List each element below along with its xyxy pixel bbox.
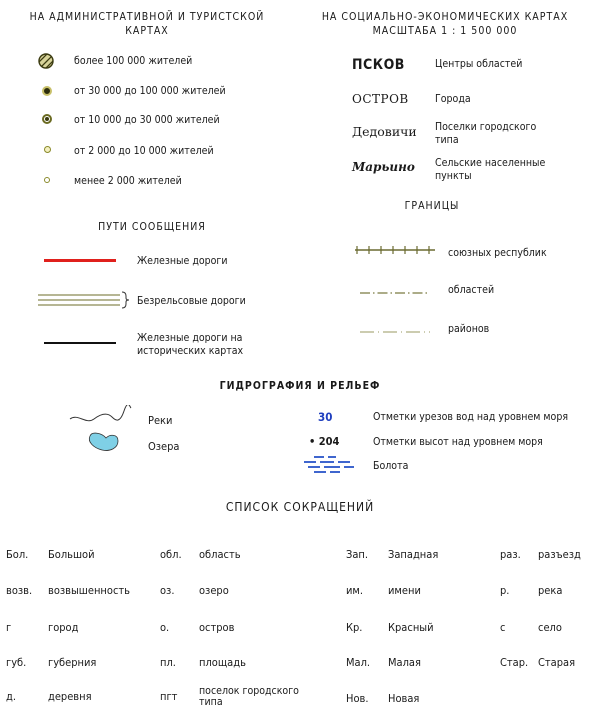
abbr-value: Красный (388, 621, 434, 634)
small-ring-icon (44, 146, 51, 153)
abbr-key: пл. (160, 656, 176, 669)
abbr-value: поселок городского типа (199, 685, 299, 708)
abbr-value: возвышенность (48, 584, 130, 597)
hydro-label-water-level: Отметки урезов вод над уровнем моря (373, 411, 568, 423)
border-label-republic: союзных республик (448, 247, 547, 259)
river-icon (68, 405, 132, 427)
abbr-key: оз. (160, 584, 175, 597)
abbr-key: Бол. (6, 548, 29, 561)
abbr-value: имени (388, 584, 421, 597)
hydro-label-swamps: Болота (373, 460, 409, 472)
settlement-label-village: Сельские населенные пункты (435, 157, 546, 182)
hydro-label-rivers: Реки (148, 414, 173, 427)
route-label-railway: Железные дороги (137, 255, 228, 267)
abbr-key: Стар. (500, 656, 529, 669)
abbr-title: СПИСОК СОКРАЩЕНИЙ (225, 500, 375, 514)
lake-icon (86, 428, 122, 454)
pop-label-1: более 100 000 жителей (74, 55, 193, 67)
abbr-key: Мал. (346, 656, 371, 669)
abbr-value: город (48, 621, 79, 634)
abbr-key: Зап. (346, 548, 369, 561)
abbr-key: с (500, 621, 506, 634)
region-border-icon (360, 287, 430, 295)
abbr-key: пгт (160, 690, 178, 703)
route-label-road: Безрельсовые дороги (137, 295, 246, 307)
pop-label-4: от 2 000 до 10 000 жителей (74, 145, 214, 157)
abbr-key: р. (500, 584, 510, 597)
settlement-label-town: Поселки городского типа (435, 121, 537, 146)
abbr-value: Малая (388, 656, 421, 669)
socio-title: НА СОЦИАЛЬНО-ЭКОНОМИЧЕСКИХ КАРТАХ МАСШТАБА 1 : 1 500 000 (321, 11, 569, 37)
settlement-label-regional-center: Центры областей (435, 58, 523, 70)
abbr-key: д. (6, 690, 16, 703)
border-label-district: районов (448, 323, 490, 335)
abbr-value: разъезд (538, 548, 581, 561)
ring-dot-circle-icon (42, 114, 52, 124)
abbr-key: губ. (6, 656, 27, 669)
swamp-icon (300, 455, 356, 475)
settlement-sample-city: ОСТРОВ (352, 92, 409, 106)
road-line-icon (38, 290, 130, 310)
abbr-key: обл. (160, 548, 182, 561)
abbr-value: Старая (538, 656, 576, 669)
abbr-key: г (6, 621, 12, 634)
abbr-key: Нов. (346, 692, 369, 705)
abbr-value: Большой (48, 548, 95, 561)
routes-title: ПУТИ СООБЩЕНИЯ (98, 221, 206, 233)
hydro-label-lakes: Озера (148, 440, 180, 453)
settlement-sample-village: Марьино (352, 160, 415, 174)
hatched-circle-icon (38, 53, 54, 69)
pop-label-2: от 30 000 до 100 000 жителей (74, 85, 226, 97)
pop-label-3: от 10 000 до 30 000 жителей (74, 114, 220, 126)
abbr-value: Западная (388, 548, 439, 561)
republic-border-icon (355, 244, 435, 256)
pop-label-5: менее 2 000 жителей (74, 175, 182, 187)
abbr-key: возв. (6, 584, 33, 597)
large-dot-circle-icon (42, 86, 52, 96)
abbr-value: река (538, 584, 563, 597)
water-level-mark: 30 (318, 410, 333, 424)
abbr-key: им. (346, 584, 364, 597)
borders-title: ГРАНИЦЫ (404, 200, 460, 212)
settlement-sample-town: Дедовичи (352, 124, 417, 139)
settlement-sample-regional-center: ПСКОВ (352, 57, 405, 73)
settlement-label-city: Города (435, 93, 471, 105)
abbr-value: Новая (388, 692, 420, 705)
height-mark: • 204 (309, 435, 340, 448)
historic-railway-line-icon (44, 342, 116, 344)
district-border-icon (360, 326, 430, 334)
admin-title: НА АДМИНИСТРАТИВНОЙ И ТУРИСТСКОЙ КАРТАХ (29, 11, 265, 37)
abbr-key: о. (160, 621, 170, 634)
abbr-key: Кр. (346, 621, 363, 634)
abbr-value: село (538, 621, 562, 634)
hydro-title: ГИДРОГРАФИЯ И РЕЛЬЕФ (219, 380, 381, 392)
abbr-value: область (199, 548, 241, 561)
abbr-value: площадь (199, 656, 246, 669)
tiny-ring-icon (44, 177, 50, 183)
border-label-region: областей (448, 284, 495, 296)
route-label-historic-railway: Железные дороги на исторических картах (137, 332, 244, 357)
hydro-label-height: Отметки высот над уровнем моря (373, 436, 543, 448)
abbr-value: озеро (199, 584, 229, 597)
abbr-value: остров (199, 621, 235, 634)
abbr-value: деревня (48, 690, 92, 703)
abbr-value: губерния (48, 656, 97, 669)
railway-line-icon (44, 259, 116, 262)
abbr-key: раз. (500, 548, 521, 561)
